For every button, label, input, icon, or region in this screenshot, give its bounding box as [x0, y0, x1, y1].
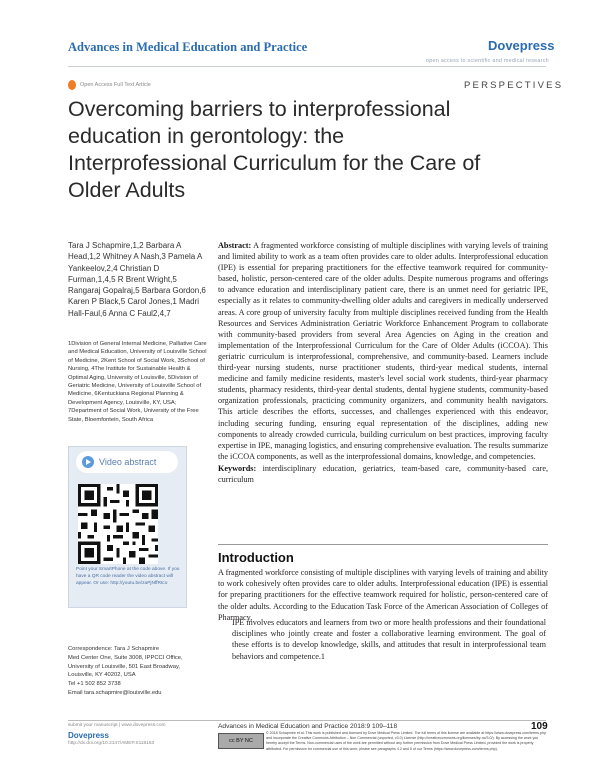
publisher-logo[interactable]: Dovepress — [488, 38, 555, 53]
author-list: Tara J Schapmire,1,2 Barbara A Head,1,2 Whitney A Nash,3 Pamela A Yankeelov,2,4 Christian D Furman,1,4,5 R Brent Wright,5 Rangaraj Gopalraj,5 Barbara Gordon,6 Karen P Black,5 Carol Jones,1 Madri Hall-Faul,6 Anna C Faul2,4,7 — [68, 241, 206, 318]
correspondence-heading: Correspondence: Tara J Schapmire — [68, 646, 160, 652]
footer-citation: Advances in Medical Education and Practice 2018:9 109–118 — [218, 723, 398, 730]
video-abstract-button[interactable] — [76, 451, 178, 473]
doi-link[interactable]: http://dx.doi.org/10.2147/AMEP.S118163 — [68, 741, 155, 746]
correspondence-line: Tel +1 502 852 3738 — [68, 681, 121, 688]
open-access-icon — [68, 80, 76, 90]
creative-commons-icon[interactable]: cc BY NC — [218, 733, 264, 749]
page-number: 109 — [531, 721, 548, 732]
introduction-quote: IPE involves educators and learners from two or more health professions and their foundational disciplines who jointly create and foster a collaborative learning environment. The goal of these efforts is to develop knowledge, skills, and attitudes that result in interprofessional team behaviors and competence.1 — [232, 618, 546, 661]
abstract-label: Abstract: — [218, 241, 252, 250]
keywords-text: interdisciplinary education, geriatrics, team-based care, community-based care, curriculum — [218, 463, 548, 484]
introduction-text: A fragmented workforce consisting of multiple disciplines with varying levels of training and ability to work cohesively often provides care to older adults. Interprofessional education (IPE) is essential for preparing practitioners for the effective teamwork required for holistic, person-centered care of the older adults. According to the Education Task Force of the American Association of Colleges of Pharmacy, — [218, 568, 548, 622]
publisher-tagline: open access to scientific and medical research — [426, 58, 549, 64]
keywords-label: Keywords: — [218, 463, 257, 473]
correspondence-line: University of Louisville, 501 East Broadway, — [68, 663, 181, 670]
abstract — [218, 240, 548, 485]
introduction-heading: Introduction — [218, 550, 294, 565]
video-abstract-note: Point your SmartPhone at the code above. If you have a QR code reader the video abstract will appear. Or use: http://youtu.be/zaPjNffRtco — [76, 567, 180, 586]
open-access-text: Open Access Full Text Article — [80, 82, 151, 88]
open-access-label — [68, 80, 151, 90]
correspondence-email[interactable]: Email tara.schapmire@louisville.edu — [68, 689, 162, 696]
video-abstract-label: Video abstract — [99, 457, 157, 467]
footer-divider — [68, 720, 546, 721]
footer-publisher-logo[interactable]: Dovepress — [68, 731, 109, 740]
section-divider — [218, 544, 548, 545]
affiliations: 1Division of General Internal Medicine, Palliative Care and Medical Education, University of Louisville School of Medicine, 2Kent School of Social Work, 3School of Nursing, 4The Institute for Sustainable Health & Optimal Aging, University of Louisville, 5Division of Geriatric Medicine, University of Louisville School of Medicine, 6Kentuckiana Regional Planning & Development Agency, Louisville, KY, USA; 7Department of Social Work, University of the Free State, Bloemfontein, South Africa — [68, 341, 207, 423]
correspondence-line: Louisville, KY 40202, USA — [68, 672, 136, 679]
article-title: Overcoming barriers to interprofessional education in gerontology: the Interprofessional Curriculum for the Care of Older Adults — [68, 97, 481, 202]
abstract-text: A fragmented workforce consisting of multiple disciplines with varying levels of training and limited ability to work as a team often provides care to older adults. Interprofessional education (IPE) is essential for preparing practitioners for the effective teamwork required for community-based, holistic, person-centered care of the older adults. Despite numerous programs and offerings to advance education and interdisciplinary patient care, there is an unmet need for geriatric IPE, especially as it relates to community-dwelling older adults and caregivers in medically underserved areas. A core group of university faculty from multiple disciplines received funding from the Health Resources and Services Administration Geriatric Workforce Enhancement Program to collaborate with community-based providers from several Area Agencies on Aging in the creation and implementation of the Interprofessional Curriculum for the Care of Older Adults (iCCOA). This geriatric curriculum is interprofessional, comprehensive, and community-based. Learners include third-year nursing students, nurse practitioner students, third-year medical students, internal medicine and family medicine residents, master's level social work students, third-year pharmacy students, pharmacy residents, third-year dental students, dental hygiene students, community-based organization professionals, practicing community organizers, and community health navigators. This article describes the efforts, successes, and challenges experienced with this endeavor, including securing funding, ensuring equal representation of the disciplines, adding new components to already crowded curricula, building curriculum on best practices, improving faculty expertise in IPE, managing logistics, and ensuring comprehensive evaluation. The results summarize the iCCOA components, as well as the interprofessional domains, knowledge, and competencies. — [218, 241, 548, 461]
correspondence-line: Med Center One, Suite 3008, IPPCCI Office, — [68, 654, 183, 661]
header-divider — [68, 66, 546, 67]
license-text: © 2018 Schapmire et al. This work is published and licensed by Dove Medical Press Limited. The full terms of this license are available at https://www.dovepress.com/terms.php and incorporate the Creative Commons Attribution – Non Commercial (unported, v3.0) License (http://creativecommons.org/licenses/by-nc/3.0/). By accessing the work you hereby accept the Terms. Non-commercial uses of the work are permitted without any further permission from Dove Medical Press Limited, provided the work is properly attributed. For permission for commercial use of this work, please see paragraphs 4.2 and 5 of our Terms (https://www.dovepress.com/terms.php). — [266, 731, 546, 751]
section-label: PERSPECTIVES — [464, 80, 564, 91]
submit-manuscript-link[interactable]: submit your manuscript | www.dovepress.com — [68, 723, 166, 728]
qr-code-icon[interactable] — [78, 484, 158, 564]
journal-name: Advances in Medical Education and Practice — [68, 40, 308, 54]
play-icon — [82, 456, 94, 468]
correspondence — [68, 645, 208, 698]
